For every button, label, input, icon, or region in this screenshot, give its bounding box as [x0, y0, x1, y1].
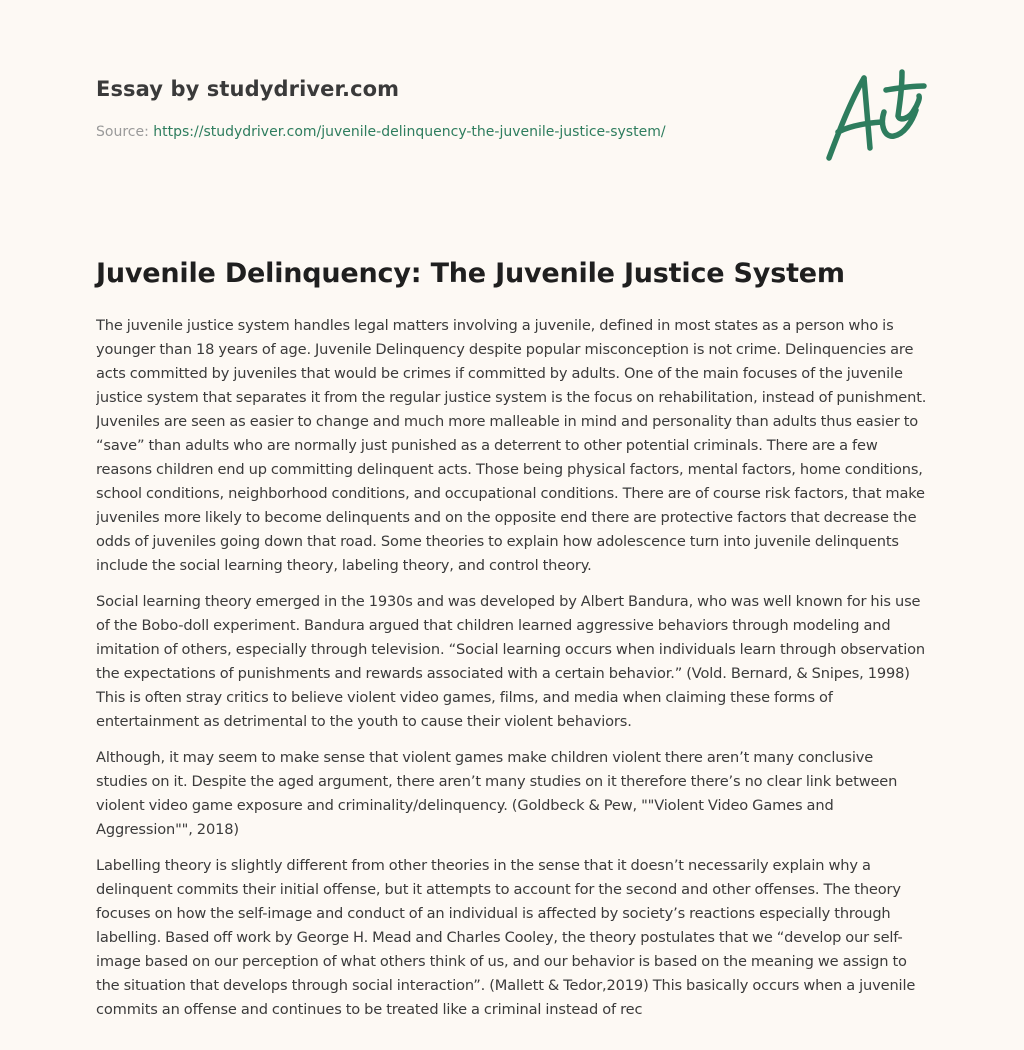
essay-paragraph: Social learning theory emerged in the 1930s and was developed by Albert Bandura, who was well known for his use of the Bobo-doll experiment. Bandura argued that children learned aggressive behaviors through modeling and imitation of others, especially through television. “Social learning occurs when individuals learn through observation the expectations of punishments and rewards associated with a certain behavior.” (Vold. Bernard, & Snipes, 1998) This is often stray critics to believe violent video games, films, and media when claiming these forms of entertainment as detrimental to the youth to cause their violent behaviors. [96, 593, 926, 730]
essay-header [96, 74, 816, 142]
essay-paragraph: Although, it may seem to make sense that violent games make children violent there aren’t many conclusive studies on it. Despite the aged argument, there aren’t many studies on it therefore there’s no clear link between violent video game exposure and criminality/delinquency. (Goldbeck & Pew, ""Violent Video Games and Aggression"", 2018) [96, 749, 898, 838]
brand-title: Essay by studydriver.com [96, 77, 400, 101]
a-plus-logo-icon [820, 66, 930, 166]
essay-paragraph: The juvenile justice system handles legal matters involving a juvenile, defined in most states as a person who is younger than 18 years of age. Juvenile Delinquency despite popular misconception is not crime. Delinquencies are acts committed by juveniles that would be crimes if committed by adults. One of the main focuses of the juvenile justice system that separates it from the regular justice system is the focus on rehabilitation, instead of punishment. Juveniles are seen as easier to change and much more malleable in mind and personality than adults thus easier to “save” than adults who are normally just punished as a deterrent to other potential criminals. There are a few reasons children end up committing delinquent acts. Those being physical factors, mental factors, home conditions, school conditions, neighborhood conditions, and occupational conditions. There are of course risk factors, that make juveniles more likely to become delinquents and on the opposite end there are protective factors that decrease the odds of juveniles going down that road. Some theories to explain how adolescence turn into juvenile delinquents include the social learning theory, labeling theory, and control theory. [96, 317, 927, 574]
source-label: Source: [96, 124, 154, 140]
essay-paragraph: Labelling theory is slightly different from other theories in the sense that it doesn’t necessarily explain why a delinquent commits their initial offense, but it attempts to account for the second and other offenses. The theory focuses on how the self-image and conduct of an individual is affected by society’s reactions especially through labelling. Based off work by George H. Mead and Charles Cooley, the theory postulates that we “develop our self-image based on our perception of what others think of us, and our behavior is based on the meaning we assign to the situation that develops through social interaction”. (Mallett & Tedor,2019) This basically occurs when a juvenile commits an offense and continues to be treated like a criminal instead of rec [96, 857, 916, 1018]
source-line [96, 122, 816, 142]
essay-body [96, 314, 928, 1036]
essay-title: Juvenile Delinquency: The Juvenile Justice System [96, 258, 845, 289]
source-link[interactable]: https://studydriver.com/juvenile-delinquency-the-juvenile-justice-system/ [153, 124, 666, 140]
